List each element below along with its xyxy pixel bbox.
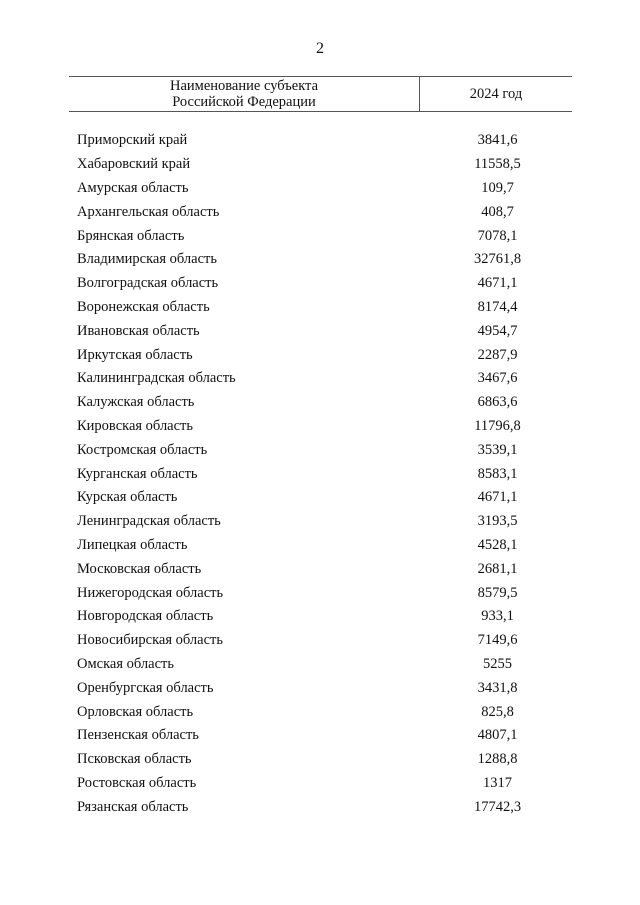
region-value: 8579,5 (477, 584, 518, 601)
region-value: 3431,8 (477, 679, 518, 696)
header-year: 2024 год (469, 86, 523, 102)
table-row (69, 129, 572, 153)
region-value: 8174,4 (477, 298, 518, 315)
region-value: 6863,6 (477, 394, 518, 411)
table-row (69, 391, 572, 415)
table-row (69, 343, 572, 367)
region-name: Волгоградская область (77, 275, 219, 292)
region-name: Владимирская область (77, 251, 217, 268)
table-row (69, 510, 572, 534)
header-region-name-line1: Наименование субъекта (169, 78, 319, 94)
table-row (69, 224, 572, 248)
region-value: 109,7 (481, 179, 514, 196)
table-row (69, 748, 572, 772)
region-name: Липецкая область (77, 536, 188, 553)
table-row (69, 319, 572, 343)
table-row (69, 581, 572, 605)
table-row (69, 486, 572, 510)
region-value: 3193,5 (477, 513, 518, 530)
page-number: 2 (316, 40, 324, 57)
region-name: Ивановская область (77, 322, 200, 339)
table-row (69, 200, 572, 224)
region-name: Псковская область (77, 751, 192, 768)
region-value: 1288,8 (477, 751, 518, 768)
region-name: Московская область (77, 560, 202, 577)
region-name: Приморский край (77, 132, 188, 149)
region-value: 4954,7 (477, 322, 518, 339)
region-value: 2287,9 (477, 346, 518, 363)
region-value: 32761,8 (473, 251, 522, 268)
table-header (69, 76, 572, 112)
table-row (69, 676, 572, 700)
region-name: Хабаровский край (77, 156, 191, 173)
region-value: 11558,5 (474, 156, 521, 173)
table-row (69, 153, 572, 177)
table-row (69, 629, 572, 653)
region-name: Кировская область (77, 417, 194, 434)
region-value: 825,8 (481, 703, 514, 720)
region-name: Костромская область (77, 441, 208, 458)
region-name: Ростовская область (77, 774, 197, 791)
region-value: 4528,1 (477, 536, 518, 553)
region-value: 3841,6 (477, 132, 518, 149)
header-region-name (69, 77, 420, 111)
region-name: Орловская область (77, 703, 194, 720)
region-name: Архангельская область (77, 203, 220, 220)
table-row (69, 653, 572, 677)
table-row (69, 177, 572, 201)
table-row (69, 367, 572, 391)
region-name: Амурская область (77, 179, 189, 196)
region-value: 408,7 (481, 203, 514, 220)
region-value: 3539,1 (477, 441, 518, 458)
region-name: Омская область (77, 655, 174, 672)
region-name: Оренбургская область (77, 679, 214, 696)
table-row (69, 272, 572, 296)
region-value: 11796,8 (474, 417, 521, 434)
region-value: 5255 (483, 655, 512, 672)
region-name: Курганская область (77, 465, 198, 482)
table-row (69, 296, 572, 320)
table-body (69, 129, 572, 819)
region-name: Калининградская область (77, 370, 236, 387)
table-row (69, 772, 572, 796)
regions-table (69, 76, 572, 819)
table-row (69, 415, 572, 439)
table-row (69, 557, 572, 581)
region-name: Нижегородская область (77, 584, 224, 601)
region-name: Брянская область (77, 227, 185, 244)
region-value: 3467,6 (477, 370, 518, 387)
table-row (69, 462, 572, 486)
table-row (69, 438, 572, 462)
region-name: Иркутская область (77, 346, 193, 363)
table-row (69, 795, 572, 819)
region-value: 4671,1 (477, 275, 518, 292)
table-row (69, 534, 572, 558)
region-value: 2681,1 (477, 560, 518, 577)
table-row (69, 248, 572, 272)
region-name: Пензенская область (77, 727, 199, 744)
region-value: 933,1 (481, 608, 514, 625)
header-region-name-line2: Российской Федерации (172, 94, 316, 110)
table-row (69, 724, 572, 748)
region-value: 4807,1 (477, 727, 518, 744)
region-name: Ленинградская область (77, 513, 221, 530)
region-value: 8583,1 (477, 465, 518, 482)
table-row (69, 605, 572, 629)
region-value: 7149,6 (477, 632, 518, 649)
table-row (69, 700, 572, 724)
region-value: 1317 (483, 774, 512, 791)
region-value: 4671,1 (477, 489, 518, 506)
region-value: 17742,3 (473, 798, 522, 815)
region-name: Воронежская область (77, 298, 210, 315)
region-name: Курская область (77, 489, 178, 506)
region-value: 7078,1 (477, 227, 518, 244)
region-name: Рязанская область (77, 798, 189, 815)
region-name: Новосибирская область (77, 632, 223, 649)
region-name: Новгородская область (77, 608, 214, 625)
region-name: Калужская область (77, 394, 195, 411)
